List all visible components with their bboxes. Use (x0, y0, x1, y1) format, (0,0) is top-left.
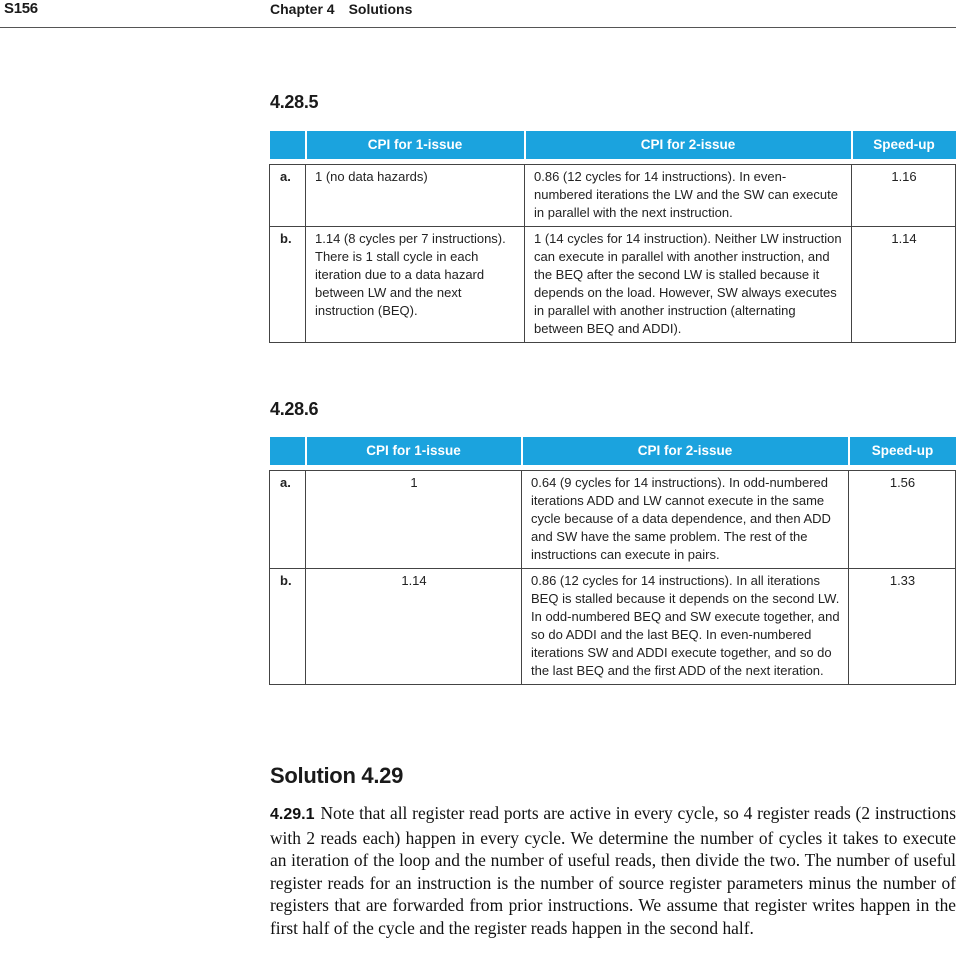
column-header-label (270, 437, 306, 465)
column-header-cpi1: CPI for 1-issue (306, 437, 522, 465)
row-label: b. (270, 568, 306, 684)
column-header-cpi2: CPI for 2-issue (525, 131, 852, 159)
cpi1-cell: 1 (no data hazards) (306, 164, 525, 226)
section-title-4-28-6: 4.28.6 (270, 399, 319, 419)
row-label: a. (270, 470, 306, 568)
column-header-cpi1: CPI for 1-issue (306, 131, 525, 159)
row-label: b. (270, 226, 306, 342)
solution-heading: Solution 4.29 (270, 763, 404, 788)
table-row (270, 164, 956, 226)
solution-paragraph (270, 802, 956, 939)
solution-text: Note that all register read ports are active in every cycle, so 4 register reads (2 instructions with 2 reads each) happen in every cycle. We determine the number of cycles it takes to execute an iteration of the loop and the number of useful reads, then divide the two. The number of useful register reads for an instruction is the number of source register parameters minus the number of registers that are forwarded from prior instructions. We assume that register writes happen in the first half of the cycle and the register reads happen in the second half. (270, 803, 956, 938)
table-header-row (270, 131, 956, 159)
running-head (270, 1, 412, 17)
cpi1-cell: 1.14 (306, 568, 522, 684)
speedup-cell: 1.33 (849, 568, 956, 684)
speedup-cell: 1.14 (852, 226, 956, 342)
column-header-speedup: Speed-up (852, 131, 956, 159)
speedup-cell: 1.16 (852, 164, 956, 226)
table-row (270, 568, 956, 684)
cpi2-cell: 0.86 (12 cycles for 14 instructions). In even-numbered iterations the LW and the SW can execute in parallel with the next instruction. (525, 164, 852, 226)
column-header-label (270, 131, 306, 159)
page-header (0, 0, 956, 28)
column-header-cpi2: CPI for 2-issue (522, 437, 849, 465)
cpi1-cell: 1.14 (8 cycles per 7 instructions). There is 1 stall cycle in each iteration due to a data hazard between LW and the next instruction (BEQ). (306, 226, 525, 342)
cpi1-cell: 1 (306, 470, 522, 568)
page-number: S156 (4, 0, 38, 17)
cpi2-cell: 1 (14 cycles for 14 instruction). Neither LW instruction can execute in parallel with another instruction, and the BEQ after the second LW is stalled because it depends on the load. However, SW always executes in parallel with another instruction (alternating between BEQ and ADDI). (525, 226, 852, 342)
table-row (270, 470, 956, 568)
table-4-28-5 (269, 131, 956, 343)
column-header-speedup: Speed-up (849, 437, 956, 465)
chapter-label: Chapter 4 (270, 1, 335, 17)
row-label: a. (270, 164, 306, 226)
table-header-row (270, 437, 956, 465)
section-label: Solutions (348, 1, 413, 17)
speedup-cell: 1.56 (849, 470, 956, 568)
cpi2-cell: 0.64 (9 cycles for 14 instructions). In odd-numbered iterations ADD and LW cannot execute in the same cycle because of a data dependence, and then ADD and SW have the same problem. The rest of the instructions can execute in pairs. (522, 470, 849, 568)
table-row (270, 226, 956, 342)
cpi2-cell: 0.86 (12 cycles for 14 instructions). In all iterations BEQ is stalled because it depends on the second LW. In odd-numbered BEQ and SW execute together, and so do ADDI and the last BEQ. In even-numbered iterations SW and ADDI execute together, and so do the last BEQ and the first ADD of the next iteration. (522, 568, 849, 684)
table-4-28-6 (269, 437, 956, 685)
subsection-number: 4.29.1 (270, 806, 315, 823)
section-title-4-28-5: 4.28.5 (270, 92, 319, 112)
